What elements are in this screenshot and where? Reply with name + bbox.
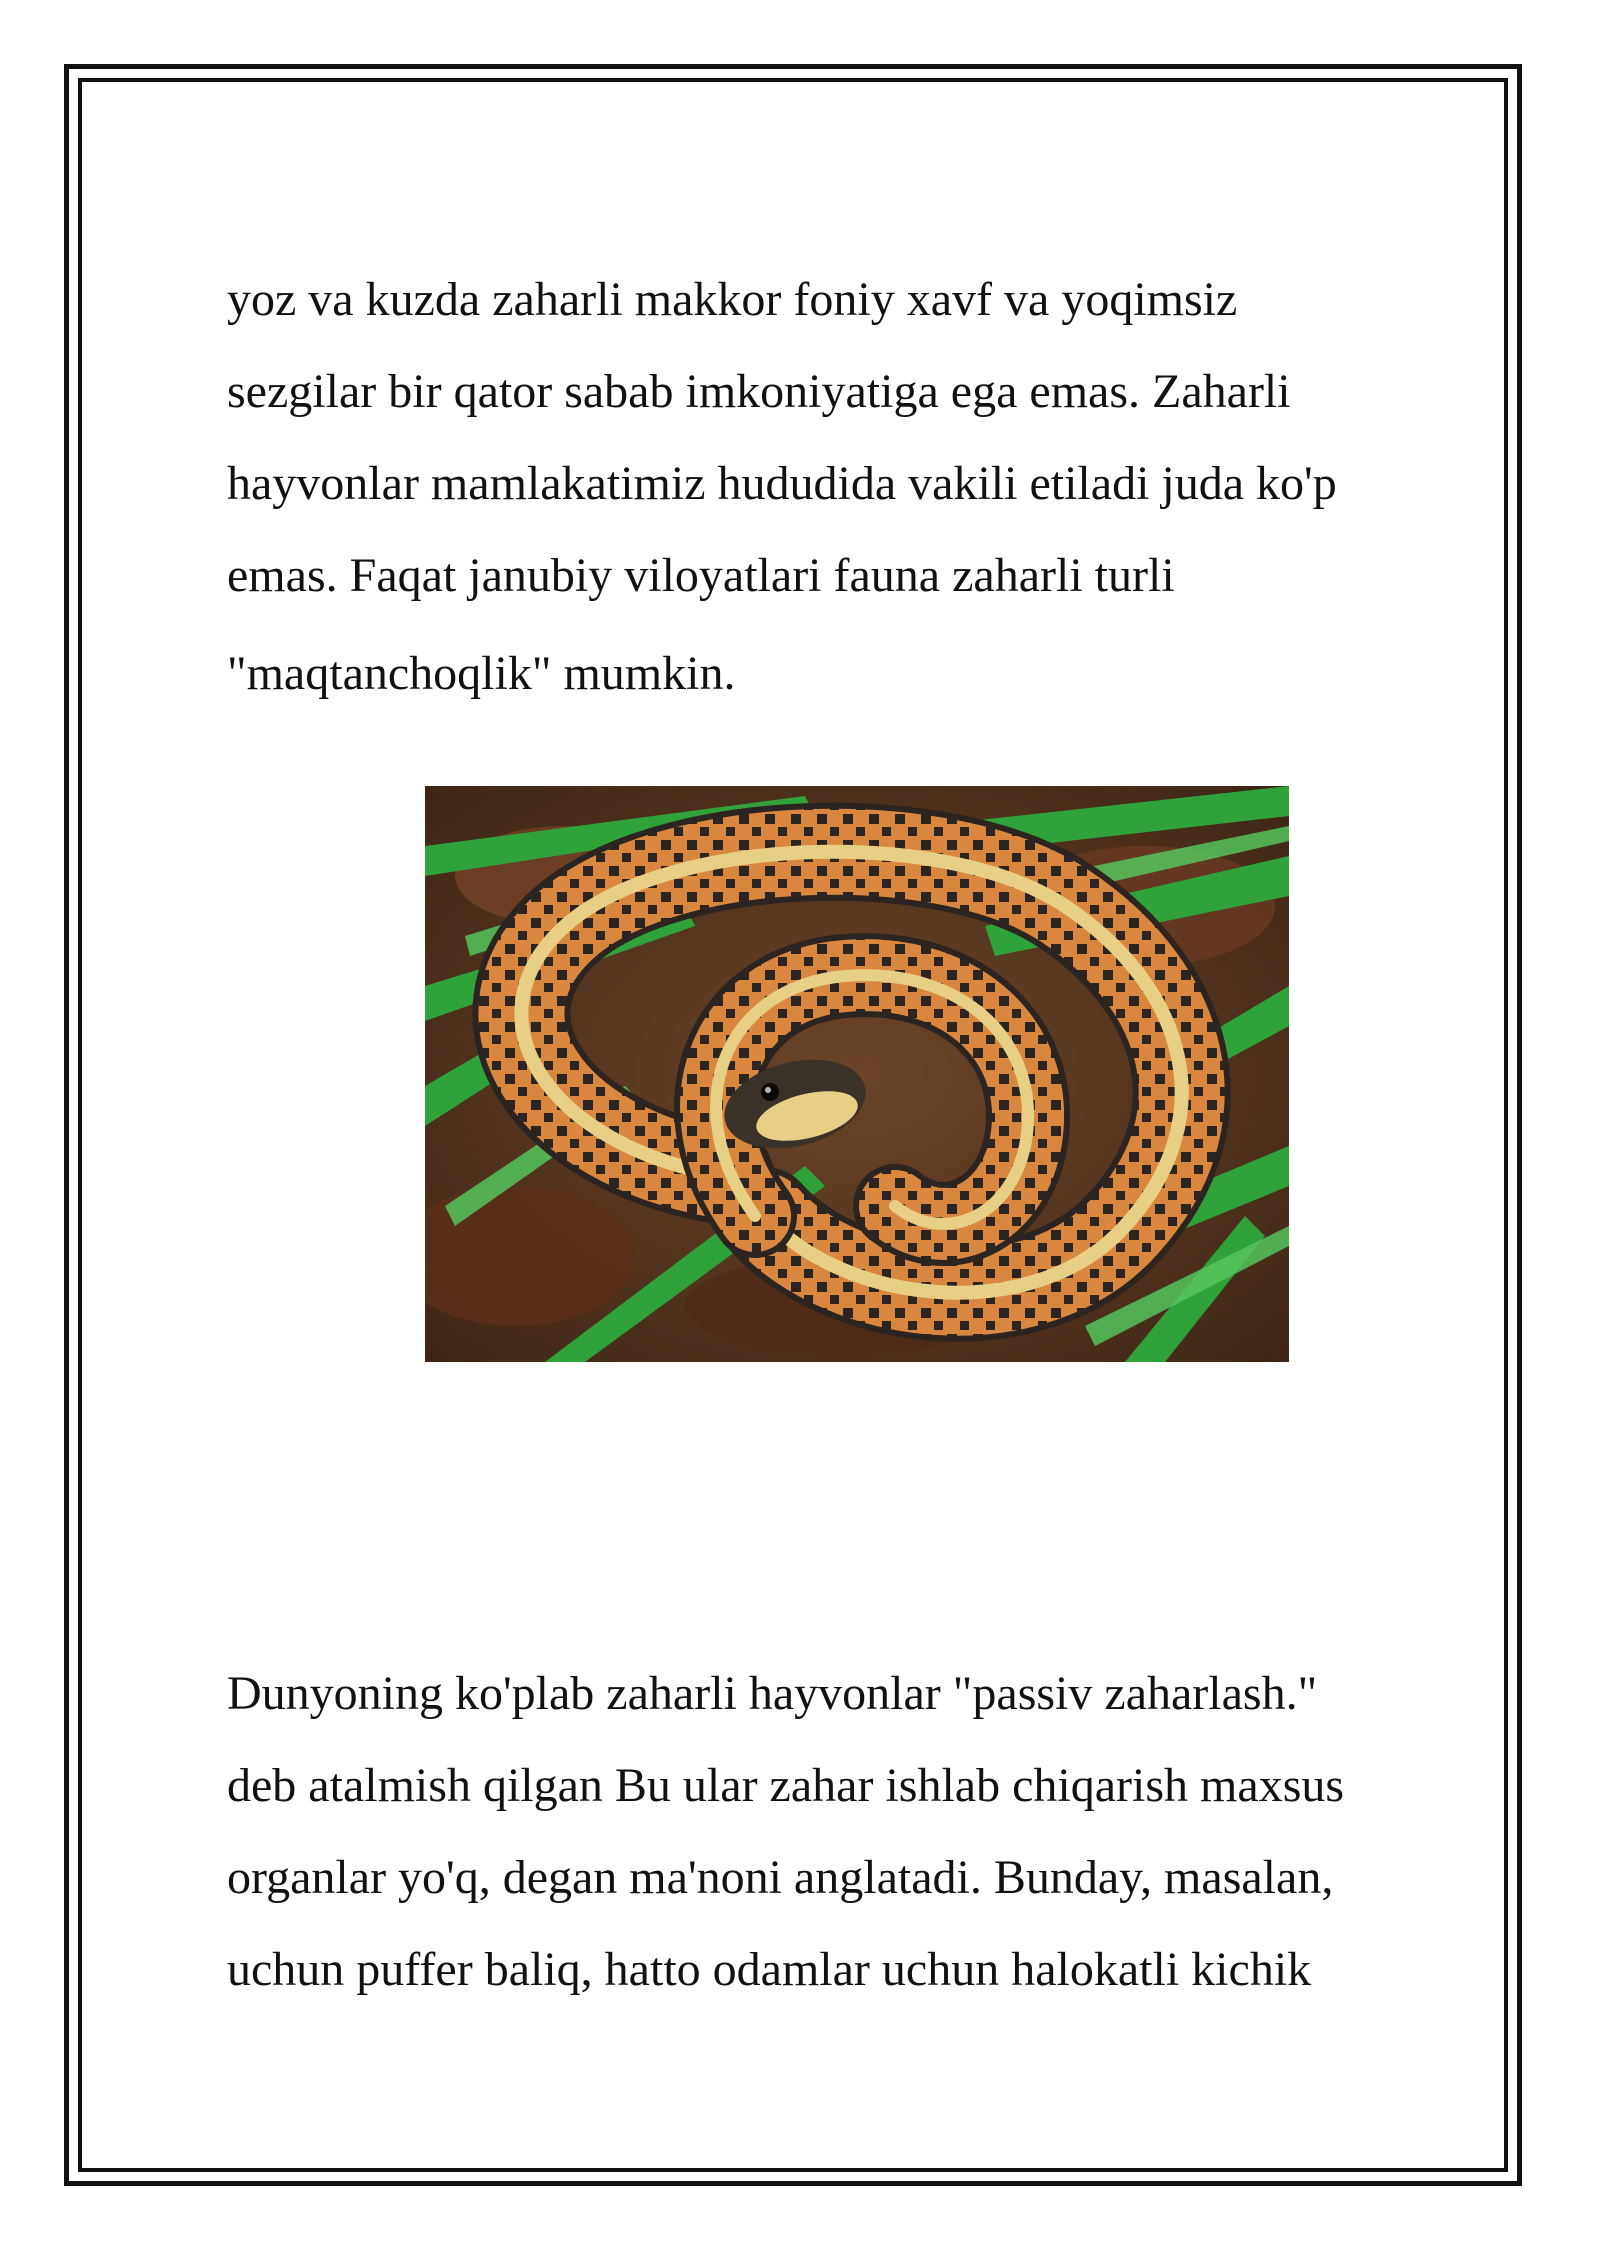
paragraph-line: yoz va kuzda zaharli makkor foniy xavf va yoqimsiz [227, 273, 1238, 326]
paragraph-line: hayvonlar mamlakatimiz hududida vakili etiladi juda ko'p [227, 457, 1337, 510]
paragraph-line: Dunyoning ko'plab zaharli hayvonlar "passiv zaharlash." [227, 1667, 1318, 1720]
snake-photo [425, 786, 1289, 1362]
paragraph-2 [227, 1656, 1497, 2024]
paragraph-line: organlar yo'q, degan ma'noni anglatadi. Bunday, masalan, [227, 1851, 1334, 1904]
paragraph-line: "maqtanchoqlik" mumkin. [227, 647, 736, 700]
paragraph-line: sezgilar bir qator sabab imkoniyatiga ega emas. Zaharli [227, 365, 1291, 418]
paragraph-line: emas. Faqat janubiy viloyatlari fauna zaharli turli [227, 549, 1175, 602]
snake-illustration [425, 786, 1289, 1362]
paragraph-line: uchun puffer baliq, hatto odamlar uchun halokatli kichik [227, 1943, 1312, 1996]
paragraph-line: deb atalmish qilgan Bu ular zahar ishlab chiqarish maxsus [227, 1759, 1345, 1812]
paragraph-1 [227, 262, 1497, 728]
